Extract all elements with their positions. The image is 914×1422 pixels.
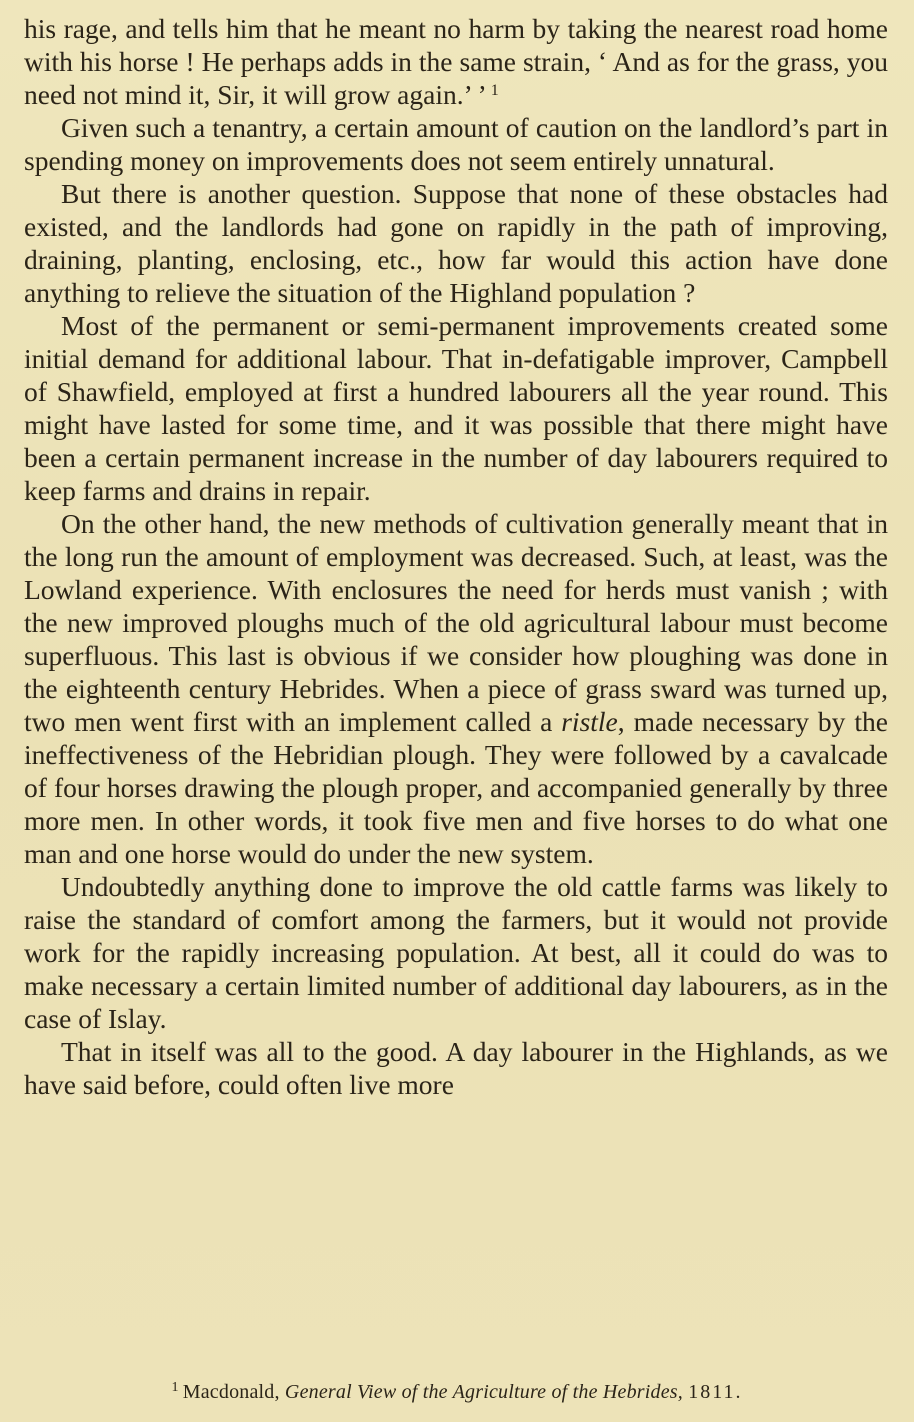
body-text: [24, 12, 888, 1101]
paragraph-5-text-before: On the other hand, the new methods of cultivation generally meant that in the long run the amount of employment was decreased. Such, at least, was the Lowland experience. With enclosures the need for herds must vanish ; with the new improved ploughs much of the old agricultural labour must become superfluous. This last is obvious if we consider how ploughing was done in the eighteenth century Hebrides. When a piece of grass sward was turned up, two men went first with an implement called a: [24, 508, 888, 737]
paragraph-6: [24, 870, 888, 1035]
paragraph-1: [24, 12, 888, 111]
paragraph-2-text: Given such a tenantry, a certain amount of caution on the landlord’s part in spending money on improvements does not seem entirely unnatural.: [24, 112, 888, 176]
footnote: [0, 1379, 914, 1405]
paragraph-7-text: That in itself was all to the good. A day labourer in the Highlands, as we have said before, could often live more: [24, 1036, 888, 1100]
footnote-reference: 1: [490, 82, 499, 99]
paragraph-4-text: Most of the permanent or semi-permanent improvements created some initial demand for additional labour. That in-defatigable improver, Campbell of Shawfield, employed at first a hundred labourers all the year round. This might have lasted for some time, and it was possible that there might have been a certain permanent increase in the number of day labourers required to keep farms and drains in repair.: [24, 310, 888, 506]
paragraph-1-text: his rage, and tells him that he meant no harm by taking the nearest road home with his horse ! He perhaps adds in the same strain, ‘ And as for the grass, you need not mind it, Sir, it will grow again.’ ’: [24, 13, 888, 110]
footnote-title: General View of the Agriculture of the Hebrides,: [284, 1381, 683, 1403]
footnote-marker: 1: [171, 1380, 179, 1395]
paragraph-5: [24, 507, 888, 870]
footnote-year: 1811.: [688, 1381, 743, 1403]
paragraph-7: [24, 1035, 888, 1101]
paragraph-6-text: Undoubtedly anything done to improve the old cattle farms was likely to raise the standard of comfort among the farmers, but it would not provide work for the rapidly increasing population. At best, all it could do was to make necessary a certain limited number of additional day labourers, as in the case of Islay.: [24, 871, 888, 1034]
italic-term-ristle: ristle: [561, 706, 618, 737]
paragraph-3-text: But there is another question. Suppose that none of these obstacles had existed, and the landlords had gone on rapidly in the path of improving, draining, planting, enclosing, etc., how far would this action have done anything to relieve the situation of the Highland population ?: [24, 178, 888, 308]
paragraph-2: [24, 111, 888, 177]
paragraph-4: [24, 309, 888, 507]
paragraph-5-text-after: , made necessary by the ineffectiveness of the Hebridian plough. They were followed by a cavalcade of four horses drawing the plough proper, and accompanied generally by three more men. In other words, it took five men and five horses to do what one man and one horse would do under the new system.: [24, 706, 888, 869]
paragraph-3: [24, 177, 888, 309]
footnote-author: Macdonald,: [182, 1381, 280, 1403]
